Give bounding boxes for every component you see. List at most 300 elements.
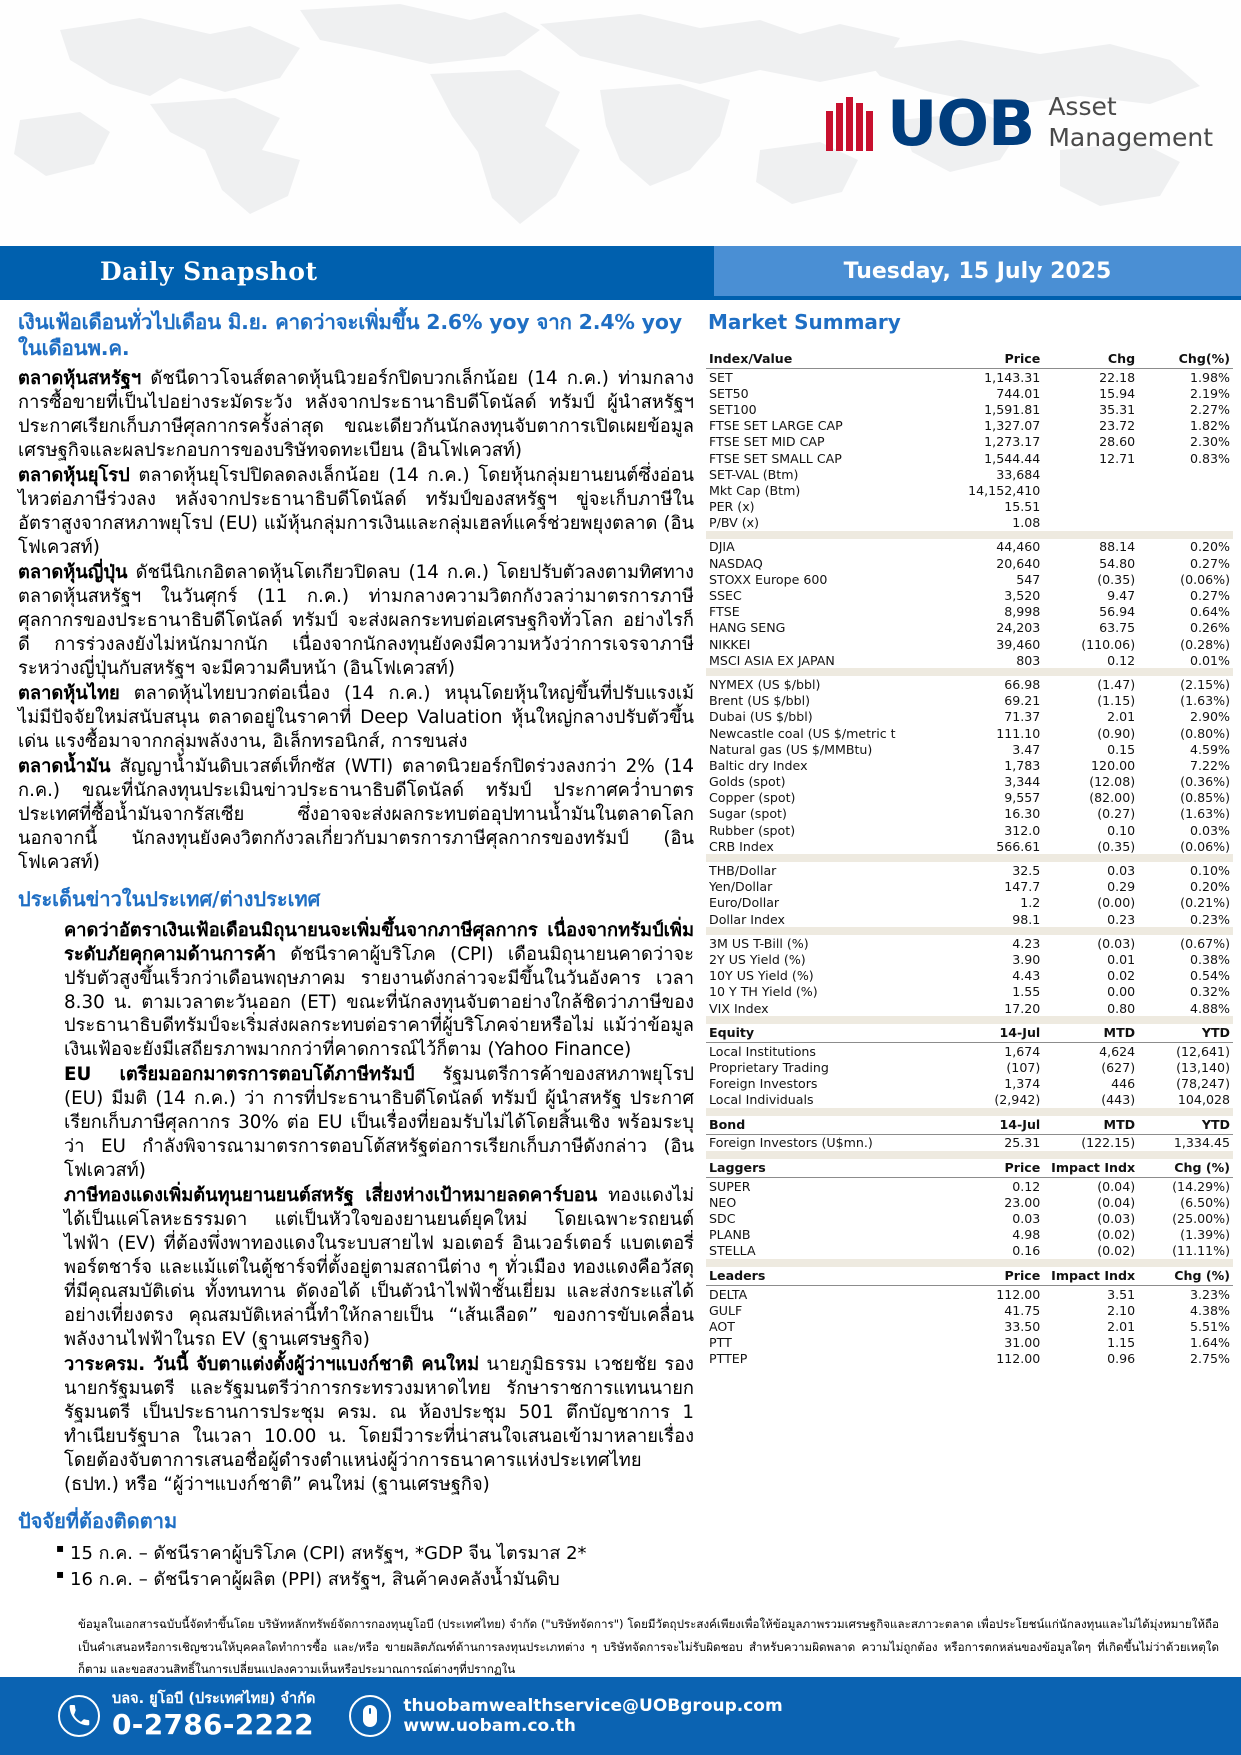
table-cell: [1138, 499, 1233, 515]
market-commentary-item: [18, 755, 694, 875]
table-cell: 0.83%: [1189, 450, 1230, 466]
table-cell: 0.15: [1107, 741, 1136, 757]
table-cell: 15.94: [1099, 385, 1136, 401]
table-row-label: Copper (spot): [709, 790, 796, 806]
table-cell: 0.03%: [1189, 822, 1230, 838]
table-group-spacer: [706, 531, 1233, 539]
right-column: [706, 310, 1241, 1593]
table-row-label: Foreign Investors (U$mn.): [709, 1135, 873, 1151]
table-row: [706, 1335, 1233, 1351]
table-cell: 0.10: [1107, 822, 1136, 838]
table-cell: 0.00: [1107, 984, 1136, 1000]
table-cell: (12,641): [1176, 1043, 1230, 1059]
table-cell: 1,544.44: [984, 450, 1041, 466]
table-cell: 0.26%: [1189, 620, 1230, 636]
table-cell: 446: [1111, 1076, 1136, 1092]
table-column-header: Leaders: [706, 1267, 948, 1286]
table-cell: 803: [1016, 652, 1041, 668]
table-cell: 15.51: [1004, 499, 1041, 515]
footer-phone-number[interactable]: 0-2786-2222: [112, 1708, 314, 1742]
table-cell: 2.27%: [1189, 401, 1230, 417]
table-column-header: Chg (%): [1138, 1159, 1233, 1178]
table-row-label: STOXX Europe 600: [709, 571, 828, 587]
table-column-header: Price: [948, 350, 1043, 369]
table-cell: 32.5: [1012, 863, 1041, 879]
table-row: [706, 1092, 1233, 1108]
uob-logo: [826, 86, 1213, 160]
table-cell: 0.01: [1107, 951, 1136, 967]
news-section-title: ประเด็นข่าวในประเทศ/ต่างประเทศ: [18, 886, 321, 911]
news-item: [64, 919, 694, 1063]
table-cell: (0.85%): [1180, 790, 1230, 806]
table-row-label: DJIA: [709, 539, 735, 555]
table-cell: 14,152,410: [968, 482, 1041, 498]
table-row: [706, 1318, 1233, 1334]
table-group-spacer: [706, 668, 1233, 676]
table-row-label: FTSE SET LARGE CAP: [709, 418, 843, 434]
table-cell: 35.31: [1099, 401, 1136, 417]
table-row: [706, 757, 1233, 773]
market-commentary-label: ตลาดหุ้นยุโรป: [18, 465, 130, 487]
table-cell: 0.10%: [1189, 863, 1230, 879]
table-cell: 1,334.45: [1173, 1135, 1230, 1151]
table-group-spacer: [706, 1259, 1233, 1267]
table-cell: 0.12: [1012, 1178, 1041, 1194]
table-cell: [1043, 466, 1138, 482]
table-row-label: PLANB: [709, 1227, 751, 1243]
table-cell: 1,783: [1004, 757, 1041, 773]
table-row-label: Golds (spot): [709, 774, 786, 790]
table-cell: 39,460: [996, 636, 1041, 652]
table-row: [706, 587, 1233, 603]
table-cell: 31.00: [1004, 1335, 1041, 1351]
table-row-label: Proprietary Trading: [709, 1059, 829, 1075]
news-list: [18, 919, 694, 1497]
table-row-label: Newcastle coal (US $/metric t: [709, 725, 896, 741]
mouse-icon: [349, 1695, 391, 1737]
table-cell: 744.01: [996, 385, 1041, 401]
table-cell: 1,273.17: [984, 434, 1041, 450]
table-column-header: Impact Indx: [1043, 1159, 1138, 1178]
news-item: [64, 1353, 694, 1497]
table-cell: (6.50%): [1180, 1194, 1230, 1210]
market-commentary-label: ตลาดหุ้นญี่ปุ่น: [18, 562, 128, 583]
table-cell: (1.47): [1097, 676, 1136, 692]
table-group-spacer: [706, 854, 1233, 862]
table-cell: 0.20%: [1189, 539, 1230, 555]
table-column-header: YTD: [1138, 1116, 1233, 1135]
table-cell: 0.01%: [1189, 652, 1230, 668]
table-cell: (0.35): [1097, 838, 1136, 854]
table-row: [706, 1302, 1233, 1318]
table-row-label: Foreign Investors: [709, 1076, 818, 1092]
table-row-label: STELLA: [709, 1243, 756, 1259]
table-header-row: [706, 1024, 1233, 1043]
table-cell: 2.90%: [1189, 709, 1230, 725]
table-cell: (1.39%): [1180, 1227, 1230, 1243]
table-row: [706, 620, 1233, 636]
title-bar: [0, 246, 1241, 296]
market-commentary-item: [18, 464, 694, 560]
table-cell: 0.20%: [1189, 879, 1230, 895]
table-header-row: [706, 1116, 1233, 1135]
report-date: Tuesday, 15 July 2025: [714, 246, 1241, 296]
table-row-label: SUPER: [709, 1178, 751, 1194]
table-cell: 22.18: [1099, 369, 1136, 385]
table-row: [706, 418, 1233, 434]
table-cell: [1138, 466, 1233, 482]
table-cell: 33.50: [1004, 1318, 1041, 1334]
table-row: [706, 571, 1233, 587]
table-cell: 4,624: [1099, 1043, 1136, 1059]
table-cell: 0.16: [1012, 1243, 1041, 1259]
table-cell: 28.60: [1099, 434, 1136, 450]
table-row-label: PTTEP: [709, 1351, 748, 1367]
table-cell: 44,460: [996, 539, 1041, 555]
table-cell: 1,674: [1004, 1043, 1041, 1059]
table-column-header: 14-Jul: [948, 1116, 1043, 1135]
table-cell: 1,143.31: [984, 369, 1041, 385]
table-cell: 120.00: [1091, 757, 1136, 773]
table-header-row: [706, 1159, 1233, 1178]
table-row: [706, 709, 1233, 725]
table-row: [706, 515, 1233, 531]
table-row-label: PTT: [709, 1335, 732, 1351]
market-commentary-item: [18, 561, 694, 681]
table-cell: 112.00: [996, 1351, 1041, 1367]
table-row: [706, 725, 1233, 741]
market-commentary-label: ตลาดน้ำมัน: [18, 755, 111, 777]
table-row-label: SET50: [709, 385, 749, 401]
table-row: [706, 895, 1233, 911]
table-row: [706, 636, 1233, 652]
table-cell: 2.75%: [1189, 1351, 1230, 1367]
table-cell: 23.72: [1099, 418, 1136, 434]
table-row: [706, 790, 1233, 806]
market-commentary-text: สัญญาน้ำมันดิบเวสต์เท็กซัส (WTI) ตลาดนิวยอร์กปิดร่วงลงกว่า 2% (14 ก.ค.) ขณะที่นักลงทุนประเมินข่าวประธานาธิบดีโดนัลด์ ทรัมป์ ประกาศคว่ำบาตรประเทศที่ซื้อน้ำมันจากรัสเซีย ซึ่งอาจจะส่งผลกระทบต่ออุปทานน้ำมันในตลาดโลก นอกจากนี้ นักลงทุนยังคงวิตกกังวลเกี่ยวกับมาตรการภาษีศุลกากรของทรัมป์ (อินโฟเควสท์): [18, 755, 694, 873]
table-cell: 2.30%: [1189, 434, 1230, 450]
table-column-header: MTD: [1043, 1116, 1138, 1135]
table-cell: (0.06%): [1180, 571, 1230, 587]
table-cell: 1,327.07: [984, 418, 1041, 434]
footer-phone-block: [58, 1691, 315, 1741]
table-cell: (110.06): [1081, 636, 1136, 652]
table-row-label: 2Y US Yield (%): [709, 951, 806, 967]
table-cell: 0.12: [1107, 652, 1136, 668]
left-column: [0, 310, 706, 1593]
table-row-label: GULF: [709, 1302, 743, 1318]
table-row-label: FTSE: [709, 604, 740, 620]
table-cell: 25.31: [1004, 1135, 1041, 1151]
table-cell: [1138, 515, 1233, 531]
footer-web-block: [349, 1695, 782, 1737]
table-cell: 547: [1016, 571, 1041, 587]
table-row: [706, 482, 1233, 498]
market-summary-table: [706, 350, 1233, 1367]
table-row: [706, 838, 1233, 854]
table-cell: (0.27): [1097, 806, 1136, 822]
table-row-label: Yen/Dollar: [709, 879, 773, 895]
table-cell: 24,203: [996, 620, 1041, 636]
table-cell: 4.59%: [1189, 741, 1230, 757]
table-row-label: CRB Index: [709, 838, 774, 854]
table-cell: 2.19%: [1189, 385, 1230, 401]
table-cell: 20,640: [996, 555, 1041, 571]
table-cell: (2.15%): [1180, 676, 1230, 692]
table-cell: 0.03: [1107, 863, 1136, 879]
table-row: [706, 1076, 1233, 1092]
table-cell: (0.67%): [1180, 935, 1230, 951]
market-commentary-text: ดัชนีดาวโจนส์ตลาดหุ้นนิวยอร์กปิดบวกเล็กน้อย (14 ก.ค.) ท่ามกลางการซื้อขายที่เป็นไปอย่างระมัดระวัง หลังจากประธานาธิบดีโดนัลด์ ทรัมป์ ผู้นำสหรัฐฯ ประกาศเรียกเก็บภาษีศุลกากรครั้งล่าสุด ขณะเดียวกันนักลงทุนจับตาการเปิดเผยข้อมูลเศรษฐกิจและผลประกอบการของบริษัทจดทะเบียน (อินโฟเควสท์): [18, 368, 694, 462]
table-cell: 71.37: [1004, 709, 1041, 725]
table-row: [706, 466, 1233, 482]
table-row: [706, 499, 1233, 515]
table-cell: (627): [1101, 1059, 1136, 1075]
table-row-label: SSEC: [709, 588, 742, 604]
table-row-label: 10Y US Yield (%): [709, 968, 814, 984]
disclaimer-text: ข้อมูลในเอกสารฉบับนี้จัดทำขึ้นโดย บริษัทหลักทรัพย์จัดการกองทุนยูโอบี (ประเทศไทย) จำกัด ("บริษัทจัดการ") โดยมีวัตถุประสงค์เพียงเพื่อให้ข้อมูลภาพรวมเศรษฐกิจและสภาวะตลาด เพื่อประโยชน์แก่นักลงทุนและไม่ได้มุ่งหมายให้ถือเป็นคำเสนอหรือการเชิญชวนให้บุคคลใดทำการซื้อ และ/หรือ ขายผลิตภัณฑ์ด้านการลงทุนประเภทต่าง ๆ บริษัทจัดการจะไม่รับผิดชอบ สำหรับความผิดพลาด ความไม่ถูกต้อง หรือการตกหล่นของข้อมูลใดๆ ที่เกิดขึ้นไม่ว่าด้วยเหตุใดก็ตาม และขอสงวนสิทธิ์ในการเปลี่ยนแปลงความเห็นหรือประมาณการณ์ต่างๆที่ปรากฏใน: [78, 1617, 1219, 1677]
table-group-spacer: [706, 927, 1233, 935]
table-cell: 16.30: [1004, 806, 1041, 822]
table-cell: (0.00): [1097, 895, 1136, 911]
table-cell: (14.29%): [1172, 1178, 1230, 1194]
table-row-label: SET100: [709, 401, 757, 417]
table-row-label: Sugar (spot): [709, 806, 787, 822]
table-cell: (82.00): [1089, 790, 1136, 806]
table-cell: 2.01: [1107, 1318, 1136, 1334]
table-row: [706, 951, 1233, 967]
table-cell: (443): [1101, 1092, 1136, 1108]
table-cell: 33,684: [996, 466, 1041, 482]
table-cell: 0.23: [1107, 911, 1136, 927]
table-row: [706, 1286, 1233, 1303]
table-row: [706, 369, 1233, 386]
market-commentary-label: ตลาดหุ้นสหรัฐฯ: [18, 368, 142, 390]
table-cell: [1043, 482, 1138, 498]
table-cell: (25.00%): [1172, 1211, 1230, 1227]
table-header-row: [706, 1267, 1233, 1286]
news-item: [64, 1063, 694, 1183]
table-row-label: NIKKEI: [709, 636, 751, 652]
table-cell: 0.54%: [1189, 968, 1230, 984]
table-group-spacer: [706, 1108, 1233, 1116]
table-column-header: Price: [948, 1159, 1043, 1178]
table-cell: 41.75: [1004, 1302, 1041, 1318]
market-commentary-text: ตลาดหุ้นไทยบวกต่อเนื่อง (14 ก.ค.) หนุนโดยหุ้นใหญ่ขึ้นที่ปรับแรงเม้ไม่มีปัจจัยใหม่สนับสนุน ตลาดอยู่ในราคาที่ Deep Valuation หุ้นใหญ่กลางปรับตัวขึ้นเด่น แรงซื้อมาจากกลุ่มพลังงาน, อิเล็กทรอนิกส์, การขนส่ง: [18, 682, 694, 752]
table-cell: (0.03): [1097, 1211, 1136, 1227]
table-row: [706, 741, 1233, 757]
table-cell: 0.02: [1107, 968, 1136, 984]
table-cell: (107): [1006, 1059, 1041, 1075]
table-cell: 1,591.81: [984, 401, 1041, 417]
table-row: [706, 604, 1233, 620]
table-row: [706, 1243, 1233, 1259]
asset-management-text: [1048, 92, 1213, 155]
table-column-header: 14-Jul: [948, 1024, 1043, 1043]
table-cell: 1.64%: [1189, 1335, 1230, 1351]
table-column-header: Chg (%): [1138, 1267, 1233, 1286]
table-cell: 4.23: [1012, 935, 1041, 951]
table-row: [706, 1227, 1233, 1243]
table-cell: 88.14: [1099, 539, 1136, 555]
table-cell: (0.04): [1097, 1194, 1136, 1210]
table-row: [706, 862, 1233, 878]
phone-icon: [58, 1695, 100, 1737]
table-row-label: SDC: [709, 1211, 736, 1227]
table-row: [706, 806, 1233, 822]
table-row: [706, 822, 1233, 838]
table-cell: 4.38%: [1189, 1302, 1230, 1318]
news-item-label: EU เตรียมออกมาตรการตอบโต้ภาษีทรัมป์: [64, 1064, 415, 1086]
table-cell: 0.27%: [1189, 588, 1230, 604]
table-group-spacer: [706, 1016, 1233, 1024]
headline: เงินเฟ้อเดือนทั่วไปเดือน มิ.ย. คาดว่าจะเพิ่มขึ้น 2.6% yoy จาก 2.4% yoy ในเดือนพ.ค.: [18, 310, 682, 360]
table-cell: (0.04): [1097, 1178, 1136, 1194]
table-row: [706, 450, 1233, 466]
table-cell: 3.90: [1012, 951, 1041, 967]
watch-item: ▪ 16 ก.ค. – ดัชนีราคาผู้ผลิต (PPI) สหรัฐฯ, สินค้าคงคลังน้ำมันดิบ: [56, 1567, 694, 1593]
table-cell: 63.75: [1099, 620, 1136, 636]
table-cell: 1.98%: [1189, 369, 1230, 385]
table-row: [706, 1210, 1233, 1226]
table-cell: (13,140): [1176, 1059, 1230, 1075]
table-header-row: [706, 350, 1233, 369]
table-row-label: HANG SENG: [709, 620, 786, 636]
news-item-label: ภาษีทองแดงเพิ่มต้นทุนยานยนต์สหรัฐ เสี่ยงห่างเป้าหมายลดคาร์บอน: [64, 1185, 598, 1207]
table-cell: 0.29: [1107, 879, 1136, 895]
table-cell: 3.47: [1012, 741, 1041, 757]
news-item-text: ทองแดงไม่ได้เป็นแค่โลหะธรรมดา แต่เป็นหัวใจของยานยนต์ยุคใหม่ โดยเฉพาะรถยนต์ไฟฟ้า (EV) ที่ต้องพึ่งพาทองแดงในระบบสายไฟ มอเตอร์ อินเวอร์เตอร์ แบตเตอรี่ พอร์ตชาร์จ และแม้แต่ในตู้ชาร์จที่ตั้งอยู่ตามสถานีต่าง ๆ ทั่วเมือง ทองแดงคือวัสดุที่มีคุณสมบัติเด่น ทั้งทนทาน ดัดงอได้ เป็นตัวนำไฟฟ้าชั้นเยี่ยม และส่งกระแสได้อย่างเที่ยงตรง คุณสมบัติเหล่านี้ทำให้กลายเป็น “เส้นเลือด” ของการขับเคลื่อนพลังงานไฟฟ้าในรถ EV (ฐานเศรษฐกิจ): [64, 1185, 694, 1351]
table-row: [706, 555, 1233, 571]
table-row-label: Dollar Index: [709, 911, 785, 927]
table-column-header: MTD: [1043, 1024, 1138, 1043]
footer-email[interactable]: thuobamwealthservice@UOBgroup.com: [403, 1695, 783, 1716]
table-row-label: FTSE SET SMALL CAP: [709, 450, 842, 466]
table-cell: 4.88%: [1189, 1000, 1230, 1016]
table-cell: 2.10: [1107, 1302, 1136, 1318]
table-row: [706, 652, 1233, 668]
table-cell: 1.15: [1107, 1335, 1136, 1351]
table-row-label: NEO: [709, 1194, 737, 1210]
table-group-spacer: [706, 1151, 1233, 1159]
table-cell: 0.03: [1012, 1211, 1041, 1227]
table-row-label: DELTA: [709, 1286, 748, 1302]
table-row: [706, 984, 1233, 1000]
table-cell: 0.80: [1107, 1000, 1136, 1016]
table-cell: (0.28%): [1180, 636, 1230, 652]
table-cell: 1,374: [1004, 1076, 1041, 1092]
table-cell: (11.11%): [1172, 1243, 1230, 1259]
table-cell: (0.03): [1097, 935, 1136, 951]
footer-website[interactable]: www.uobam.co.th: [403, 1716, 576, 1736]
table-cell: 112.00: [996, 1286, 1041, 1302]
table-cell: 0.64%: [1189, 604, 1230, 620]
footer-web-text: [403, 1696, 782, 1736]
table-cell: (1.63%): [1180, 806, 1230, 822]
market-commentary-list: [18, 367, 694, 874]
table-row: [706, 693, 1233, 709]
table-cell: 7.22%: [1189, 757, 1230, 773]
table-row-label: Brent (US $/bbl): [709, 693, 810, 709]
table-row: [706, 1194, 1233, 1210]
table-row-label: Natural gas (US $/MMBtu): [709, 741, 873, 757]
table-row: [706, 539, 1233, 555]
table-row-label: NASDAQ: [709, 555, 763, 571]
table-cell: 23.00: [1004, 1194, 1041, 1210]
table-row-label: THB/Dollar: [709, 863, 777, 879]
table-cell: (0.90): [1097, 725, 1136, 741]
watch-list: [56, 1541, 694, 1593]
table-cell: 0.32%: [1189, 984, 1230, 1000]
table-cell: 104,028: [1177, 1092, 1230, 1108]
table-cell: 8,998: [1004, 604, 1041, 620]
table-row-label: PER (x): [709, 499, 755, 515]
table-cell: (1.15): [1097, 693, 1136, 709]
body-columns: [0, 300, 1241, 1593]
table-row: [706, 968, 1233, 984]
table-cell: 9,557: [1004, 790, 1041, 806]
table-cell: 3.51: [1107, 1286, 1136, 1302]
news-item-label: วาระครม. วันนี้ จับตาแต่งตั้งผู้ว่าฯแบงก์ชาติ คนใหม่: [64, 1354, 480, 1376]
table-row-label: Euro/Dollar: [709, 895, 780, 911]
table-cell: 69.21: [1004, 693, 1041, 709]
table-cell: (0.02): [1097, 1227, 1136, 1243]
table-row: [706, 1134, 1233, 1151]
table-cell: [1043, 499, 1138, 515]
table-cell: (2,942): [994, 1092, 1041, 1108]
table-cell: (78,247): [1176, 1076, 1230, 1092]
table-cell: [1138, 482, 1233, 498]
market-commentary-text: ดัชนีนิกเกอิตลาดหุ้นโตเกียวปิดลบ (14 ก.ค.) โดยปรับตัวลงตามทิศทางตลาดหุ้นสหรัฐฯ ในวันศุกร์ (11 ก.ค.) ท่ามกลางความวิตกกังวลว่ามาตรการภาษีศุลกากรของประธานาธิบดีโดนัลด์ ทรัมป์ จะส่งผลกระทบต่อเศรษฐกิจทั่วโลก อย่างไรก็ดี การร่วงลงยังไม่หนักมากนัก เนื่องจากนักลงทุนยังคงมีความหวังว่าการเจรจาภาษีระหว่างญี่ปุ่นกับสหรัฐฯ จะมีความคืบหน้า (อินโฟเควสท์): [18, 562, 694, 679]
table-row-label: P/BV (x): [709, 515, 759, 531]
table-row: [706, 401, 1233, 417]
table-cell: (0.35): [1097, 571, 1136, 587]
table-cell: 147.7: [1004, 879, 1041, 895]
table-cell: (0.02): [1097, 1243, 1136, 1259]
table-cell: (0.21%): [1180, 895, 1230, 911]
table-cell: (12.08): [1089, 774, 1136, 790]
table-row-label: VIX Index: [709, 1000, 769, 1016]
table-row-label: AOT: [709, 1318, 735, 1334]
news-item-text: ดัชนีราคาผู้บริโภค (CPI) เดือนมิถุนายนคาดว่าจะปรับตัวสูงขึ้นเร็วกว่าเดือนพฤษภาคม รายงานดังกล่าวจะมีขึ้นในวันอังคาร เวลา 8.30 น. ตามเวลาตะวันออก (ET) ขณะที่นักลงทุนจับตาอย่างใกล้ชิดว่าภาษีของประธานาธิบดีทรัมป์จะเริ่มส่งผลกระทบต่อราคาที่ผู้บริโภคจ่ายหรือไม่ แม้ว่าข้อมูลเงินเฟ้อจะยังมีเสถียรภาพมากกว่าที่คาดการณ์ไว้ก็ตาม (Yahoo Finance): [64, 943, 694, 1061]
table-cell: 566.61: [996, 838, 1041, 854]
table-row: [706, 434, 1233, 450]
footer-company-name: บลจ. ยูโอบี (ประเทศไทย) จำกัด: [112, 1690, 316, 1707]
table-row-label: Local Institutions: [709, 1043, 816, 1059]
table-row-label: Baltic dry Index: [709, 757, 808, 773]
table-row: [706, 774, 1233, 790]
table-cell: 312.0: [1004, 822, 1041, 838]
table-column-header: YTD: [1138, 1024, 1233, 1043]
masthead: [0, 0, 1241, 246]
table-cell: 1.55: [1012, 984, 1041, 1000]
table-cell: 5.51%: [1189, 1318, 1230, 1334]
table-cell: 66.98: [1004, 676, 1041, 692]
table-column-header: Laggers: [706, 1159, 948, 1178]
market-summary-title: Market Summary: [708, 310, 901, 334]
brand-sub-line-1: Asset: [1048, 92, 1117, 121]
table-row-label: 3M US T-Bill (%): [709, 935, 809, 951]
table-row-label: SET: [709, 369, 733, 385]
table-cell: 9.47: [1107, 588, 1136, 604]
brand-sub-line-2: Management: [1048, 122, 1213, 152]
table-row: [706, 911, 1233, 927]
table-column-header: Impact Indx: [1043, 1267, 1138, 1286]
table-cell: 54.80: [1099, 555, 1136, 571]
uob-wordmark: UOB: [887, 86, 1035, 160]
table-column-header: Price: [948, 1267, 1043, 1286]
table-column-header: Bond: [706, 1116, 948, 1135]
